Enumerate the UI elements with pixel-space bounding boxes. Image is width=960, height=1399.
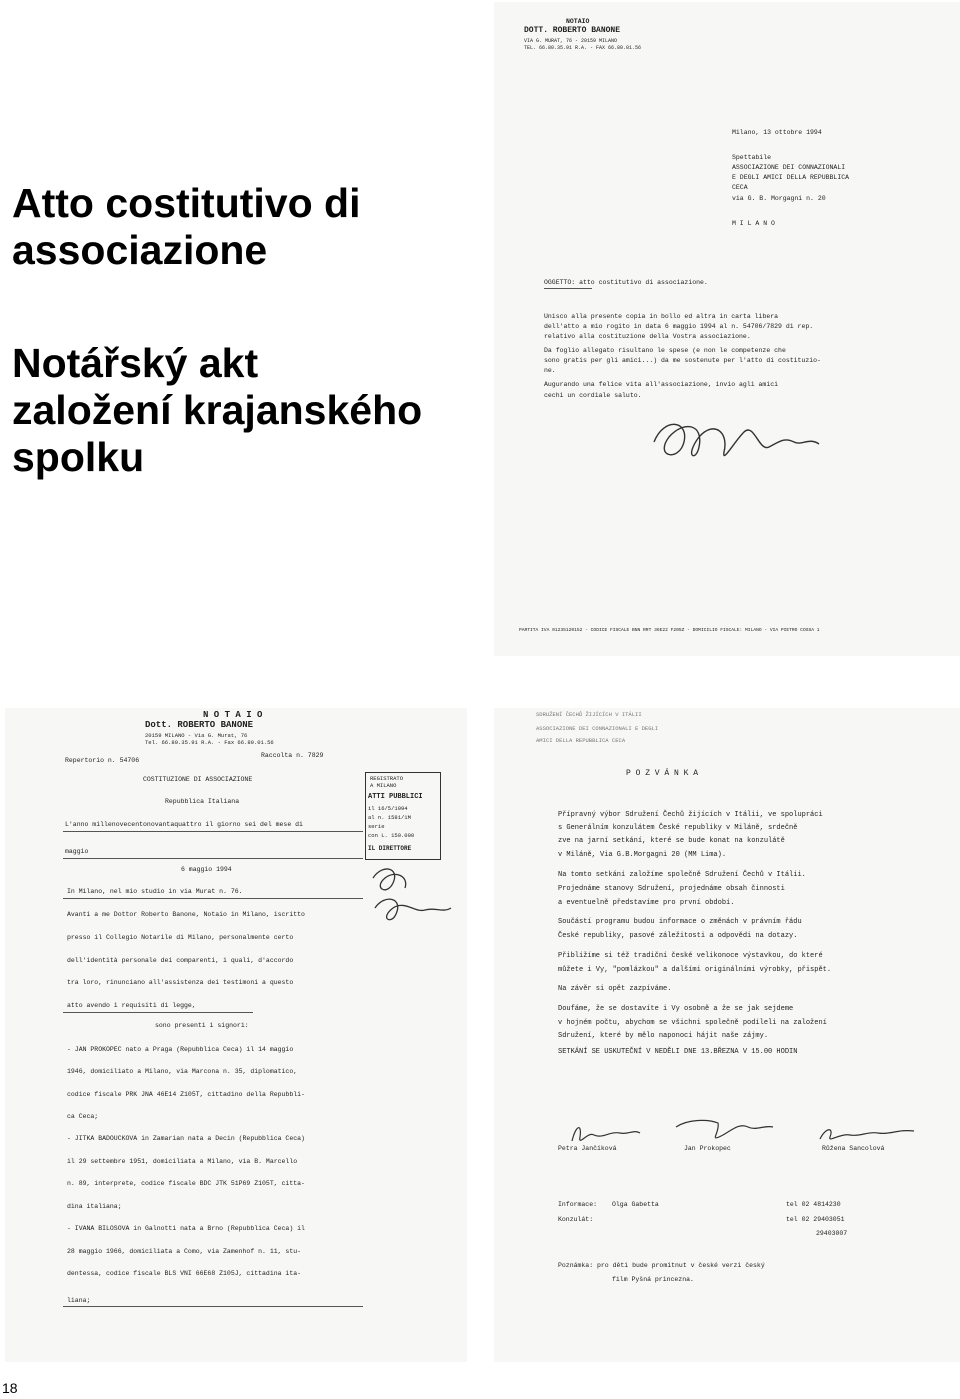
letterhead-name: DOTT. ROBERTO BANONE	[524, 26, 621, 35]
invitation-line: zve na jarní setkání, které se bude konat na konzulátě	[558, 837, 785, 845]
konzulat-tel: 29403007	[816, 1230, 848, 1237]
invitation-line: Projednáme stanovy Sdružení, projednáme obsah činnosti	[558, 885, 785, 893]
deed-line: presso il Collegio Notarile di Milano, personalmente certo	[67, 934, 294, 941]
invitation-line: Na závěr si opět zazpíváme.	[558, 985, 672, 993]
invitation-line: Součástí programu budou informace o změnách v právním řádu	[558, 918, 802, 926]
heading-italian-line: Atto costitutivo di	[12, 180, 361, 226]
signatory-name: Jan Prokopec	[684, 1145, 731, 1152]
stamp-line: con L. 150.000	[368, 832, 415, 839]
invitation-line: v Miláně, Via G.B.Morgagni 20 (MM Lima).	[558, 851, 727, 859]
subject-underline	[544, 288, 592, 289]
deed-letterhead-phone: Tel. 66.80.35.91 R.A. - Fax 66.80.01.56	[145, 739, 274, 746]
deed-line: dell'identità personale dei comparenti, i quali, d'accordo	[67, 957, 294, 964]
signatory-name: Růžena Sancolová	[822, 1145, 885, 1152]
invitation-line: Na tomto setkání založíme společně Sdružení Čechů v Itálii.	[558, 871, 806, 879]
ruled-line	[63, 1012, 253, 1013]
info-tel: tel 02 4814230	[786, 1201, 841, 1208]
heading-italian	[12, 180, 360, 274]
letter-subject: OGGETTO: atto costitutivo di associazione.	[544, 279, 708, 286]
invitation-line: České republiky, pasové záležitosti a odpovědi na dotazy.	[558, 932, 798, 940]
deed-line: dentessa, codice fiscale BLS VNI 66E68 Z105J, cittadina ita-	[67, 1270, 302, 1277]
invitation-note: film Pyšná princezna.	[612, 1276, 694, 1283]
stamp-line: il 16/5/1994	[368, 805, 408, 812]
deed-line: n. 89, interprete, codice fiscale BDC JTK 51P69 Z105T, citta-	[67, 1180, 305, 1187]
stamp-line: A MILANO	[370, 782, 397, 789]
letter-body-line: relativo alla costituzione della Vostra associazione.	[544, 333, 751, 340]
heading-czech-line: spolku	[12, 434, 145, 480]
notarial-deed-scan	[5, 708, 467, 1362]
letter-body-line: sono gratis per gli amici...) da me sostenute per l'atto di costituzio-	[544, 357, 821, 364]
addressee-line: E DEGLI AMICI DELLA REPUBBLICA	[732, 174, 850, 181]
stamp-line: serie	[368, 823, 385, 830]
deed-subtitle: Repubblica Italiana	[165, 798, 240, 805]
invitation-line: a eventuelně představíme pro první období.	[558, 899, 735, 907]
heading-czech-line: založení krajanského	[12, 387, 423, 433]
deed-letterhead-address: 20159 MILANO - Via G. Murat, 76	[145, 732, 248, 739]
ruled-line	[63, 898, 363, 899]
invitation-line: Přípravný výbor Sdružení Čechů žijících v Itálii, ve spolupráci	[558, 811, 823, 819]
letter-body-line: Unisco alla presente copia in bollo ed altra in carta libera	[544, 313, 779, 320]
info-label: Informace:	[558, 1201, 598, 1208]
deed-line: L'anno millenovecentonovantaquattro il giorno sei del mese di	[65, 821, 303, 828]
deed-letterhead-notaio: N O T A I O	[203, 710, 263, 720]
invitation-header-line: AMICI DELLA REPUBBLICA CECA	[536, 737, 626, 744]
deed-line: codice fiscale PRK JNA 46E14 Z105T, cittadino della Repubbli-	[67, 1091, 305, 1098]
ruled-line	[63, 1306, 363, 1307]
letter-date: Milano, 13 ottobre 1994	[732, 129, 822, 136]
letter-body-line: cechi un cordiale saluto.	[544, 392, 642, 399]
heading-czech	[12, 340, 422, 481]
konzulat-tel: tel 02 29403051	[786, 1216, 845, 1223]
invitation-line: s Generálním konzulátem České republiky v Miláně, srdečně	[558, 824, 798, 832]
deed-line: il 29 settembre 1951, domiciliata a Milano, via B. Marcello	[67, 1158, 298, 1165]
addressee-line: M I L A N O	[732, 220, 775, 227]
addressee-line: Spettabile	[732, 154, 772, 161]
letter-body-line: ne.	[544, 367, 556, 374]
registration-stamp	[365, 772, 441, 860]
ruled-line	[63, 858, 363, 859]
invitation-meeting: SETKÁNÍ SE USKUTEČNÍ V NEDĚLI DNE 13.BŘEZNA V 15.00 HODIN	[558, 1048, 798, 1056]
deed-title: COSTITUZIONE DI ASSOCIAZIONE	[143, 776, 253, 783]
letter-footer: PARTITA IVA 01235120152 - CODICE FISCALE BNN RRT 36E22 F205Z - DOMICILIO FISCALE: MILANO - VIA PIETRO COSSA 1	[519, 628, 820, 633]
invitation-line: Doufáme, že se dostavíte i Vy osobně a že se jak sejdeme	[558, 1005, 794, 1013]
deed-line: - JITKA BADOUCKOVA in Zamarian nata a Decin (Repubblica Ceca)	[67, 1135, 305, 1142]
invitation-line: v hojném počtu, abychom se všichni společně podíleli na založení	[558, 1019, 827, 1027]
heading-czech-line: Notářský akt	[12, 340, 259, 386]
notary-letter-scan	[494, 2, 960, 656]
invitation-header-line: SDRUŽENÍ ČECHŮ ŽIJÍCÍCH V ITÁLII	[536, 711, 642, 718]
deed-line: 1946, domiciliato a Milano, via Marcona n. 35, diplomatico,	[67, 1068, 298, 1075]
page-number: 18	[2, 1380, 18, 1396]
invitation-line: můžete i Vy, "pomlázkou" a dalšími originálními výrobky, přispět.	[558, 966, 832, 974]
stamp-line: REGISTRATO	[370, 775, 404, 782]
deed-line: 6 maggio 1994	[181, 866, 232, 873]
deed-line: sono presenti i signori:	[155, 1022, 249, 1029]
invitation-line: Sdružení, které by mělo naponoci hájit naše zájmy.	[558, 1032, 769, 1040]
letterhead-phone: TEL. 66.80.35.91 R.A. - FAX 66.80.01.56	[524, 45, 642, 51]
heading-italian-line: associazione	[12, 227, 268, 273]
deed-line: - JAN PROKOPEC nato a Praga (Repubblica Ceca) il 14 maggio	[67, 1046, 294, 1053]
stamp-line: ATTI PUBBLICI	[368, 793, 423, 801]
addressee-line: CECA	[732, 184, 748, 191]
deed-line: ca Ceca;	[67, 1113, 99, 1120]
deed-letterhead-name: Dott. ROBERTO BANONE	[145, 720, 254, 730]
deed-line: Avanti a me Dottor Roberto Banone, Notaio in Milano, iscritto	[67, 911, 305, 918]
letterhead-notaio: NOTAIO	[566, 18, 590, 25]
deed-line: dina italiana;	[67, 1203, 122, 1210]
deed-repertorio: Repertorio n. 54706	[65, 757, 140, 764]
addressee-line: via G. B. Morgagni n. 20	[732, 195, 826, 202]
deed-signature	[365, 858, 455, 928]
letter-body-line: Augurando una felice vita all'associazione, invio agli amici	[544, 381, 779, 388]
deed-line: In Milano, nel mio studio in via Murat n. 76.	[67, 888, 243, 895]
signatory-name: Petra Jančíková	[558, 1145, 617, 1152]
letter-body-line: Da foglio allegato risultano le spese (e non le competenze che	[544, 347, 786, 354]
invitation-line: Přiblížíme si též tradiční české velikonoce výstavkou, do které	[558, 952, 823, 960]
invitation-title: P O Z V Á N K A	[626, 769, 699, 778]
deed-line: liana;	[67, 1297, 91, 1304]
invitation-header-line: ASSOCIAZIONE DEI CONNAZIONALI E DEGLI	[536, 725, 659, 732]
deed-line: tra loro, rinunciano all'assistenza dei testimoni a questo	[67, 979, 294, 986]
deed-line: atto avendo i requisiti di legge,	[67, 1002, 196, 1009]
letter-body-line: dell'atto a mio rogito in data 6 maggio 1994 al n. 54706/7829 di rep.	[544, 323, 814, 330]
deed-raccolta: Raccolta n. 7829	[261, 752, 324, 759]
stamp-line: al n. 1581/1M	[368, 814, 411, 821]
deed-line: maggio	[65, 848, 89, 855]
letterhead-address: VIA G. MURAT, 76 - 20159 MILANO	[524, 38, 618, 44]
deed-line: - IVANA BILOSOVA in Galnotti nata a Brno (Repubblica Ceca) il	[67, 1225, 305, 1232]
ruled-line	[63, 831, 363, 832]
konzulat-label: Konzulát:	[558, 1216, 594, 1223]
deed-line: 28 maggio 1966, domiciliata a Como, via Zamenhof n. 11, stu-	[67, 1248, 302, 1255]
info-name: Olga Gabetta	[612, 1201, 659, 1208]
stamp-line: IL DIRETTORE	[368, 845, 412, 852]
invitation-note: Poznámka: pro děti bude promítnut v české verzi český	[558, 1262, 765, 1269]
notary-signature	[644, 412, 834, 472]
addressee-line: ASSOCIAZIONE DEI CONNAZIONALI	[732, 164, 846, 171]
invitation-scan	[494, 708, 960, 1362]
